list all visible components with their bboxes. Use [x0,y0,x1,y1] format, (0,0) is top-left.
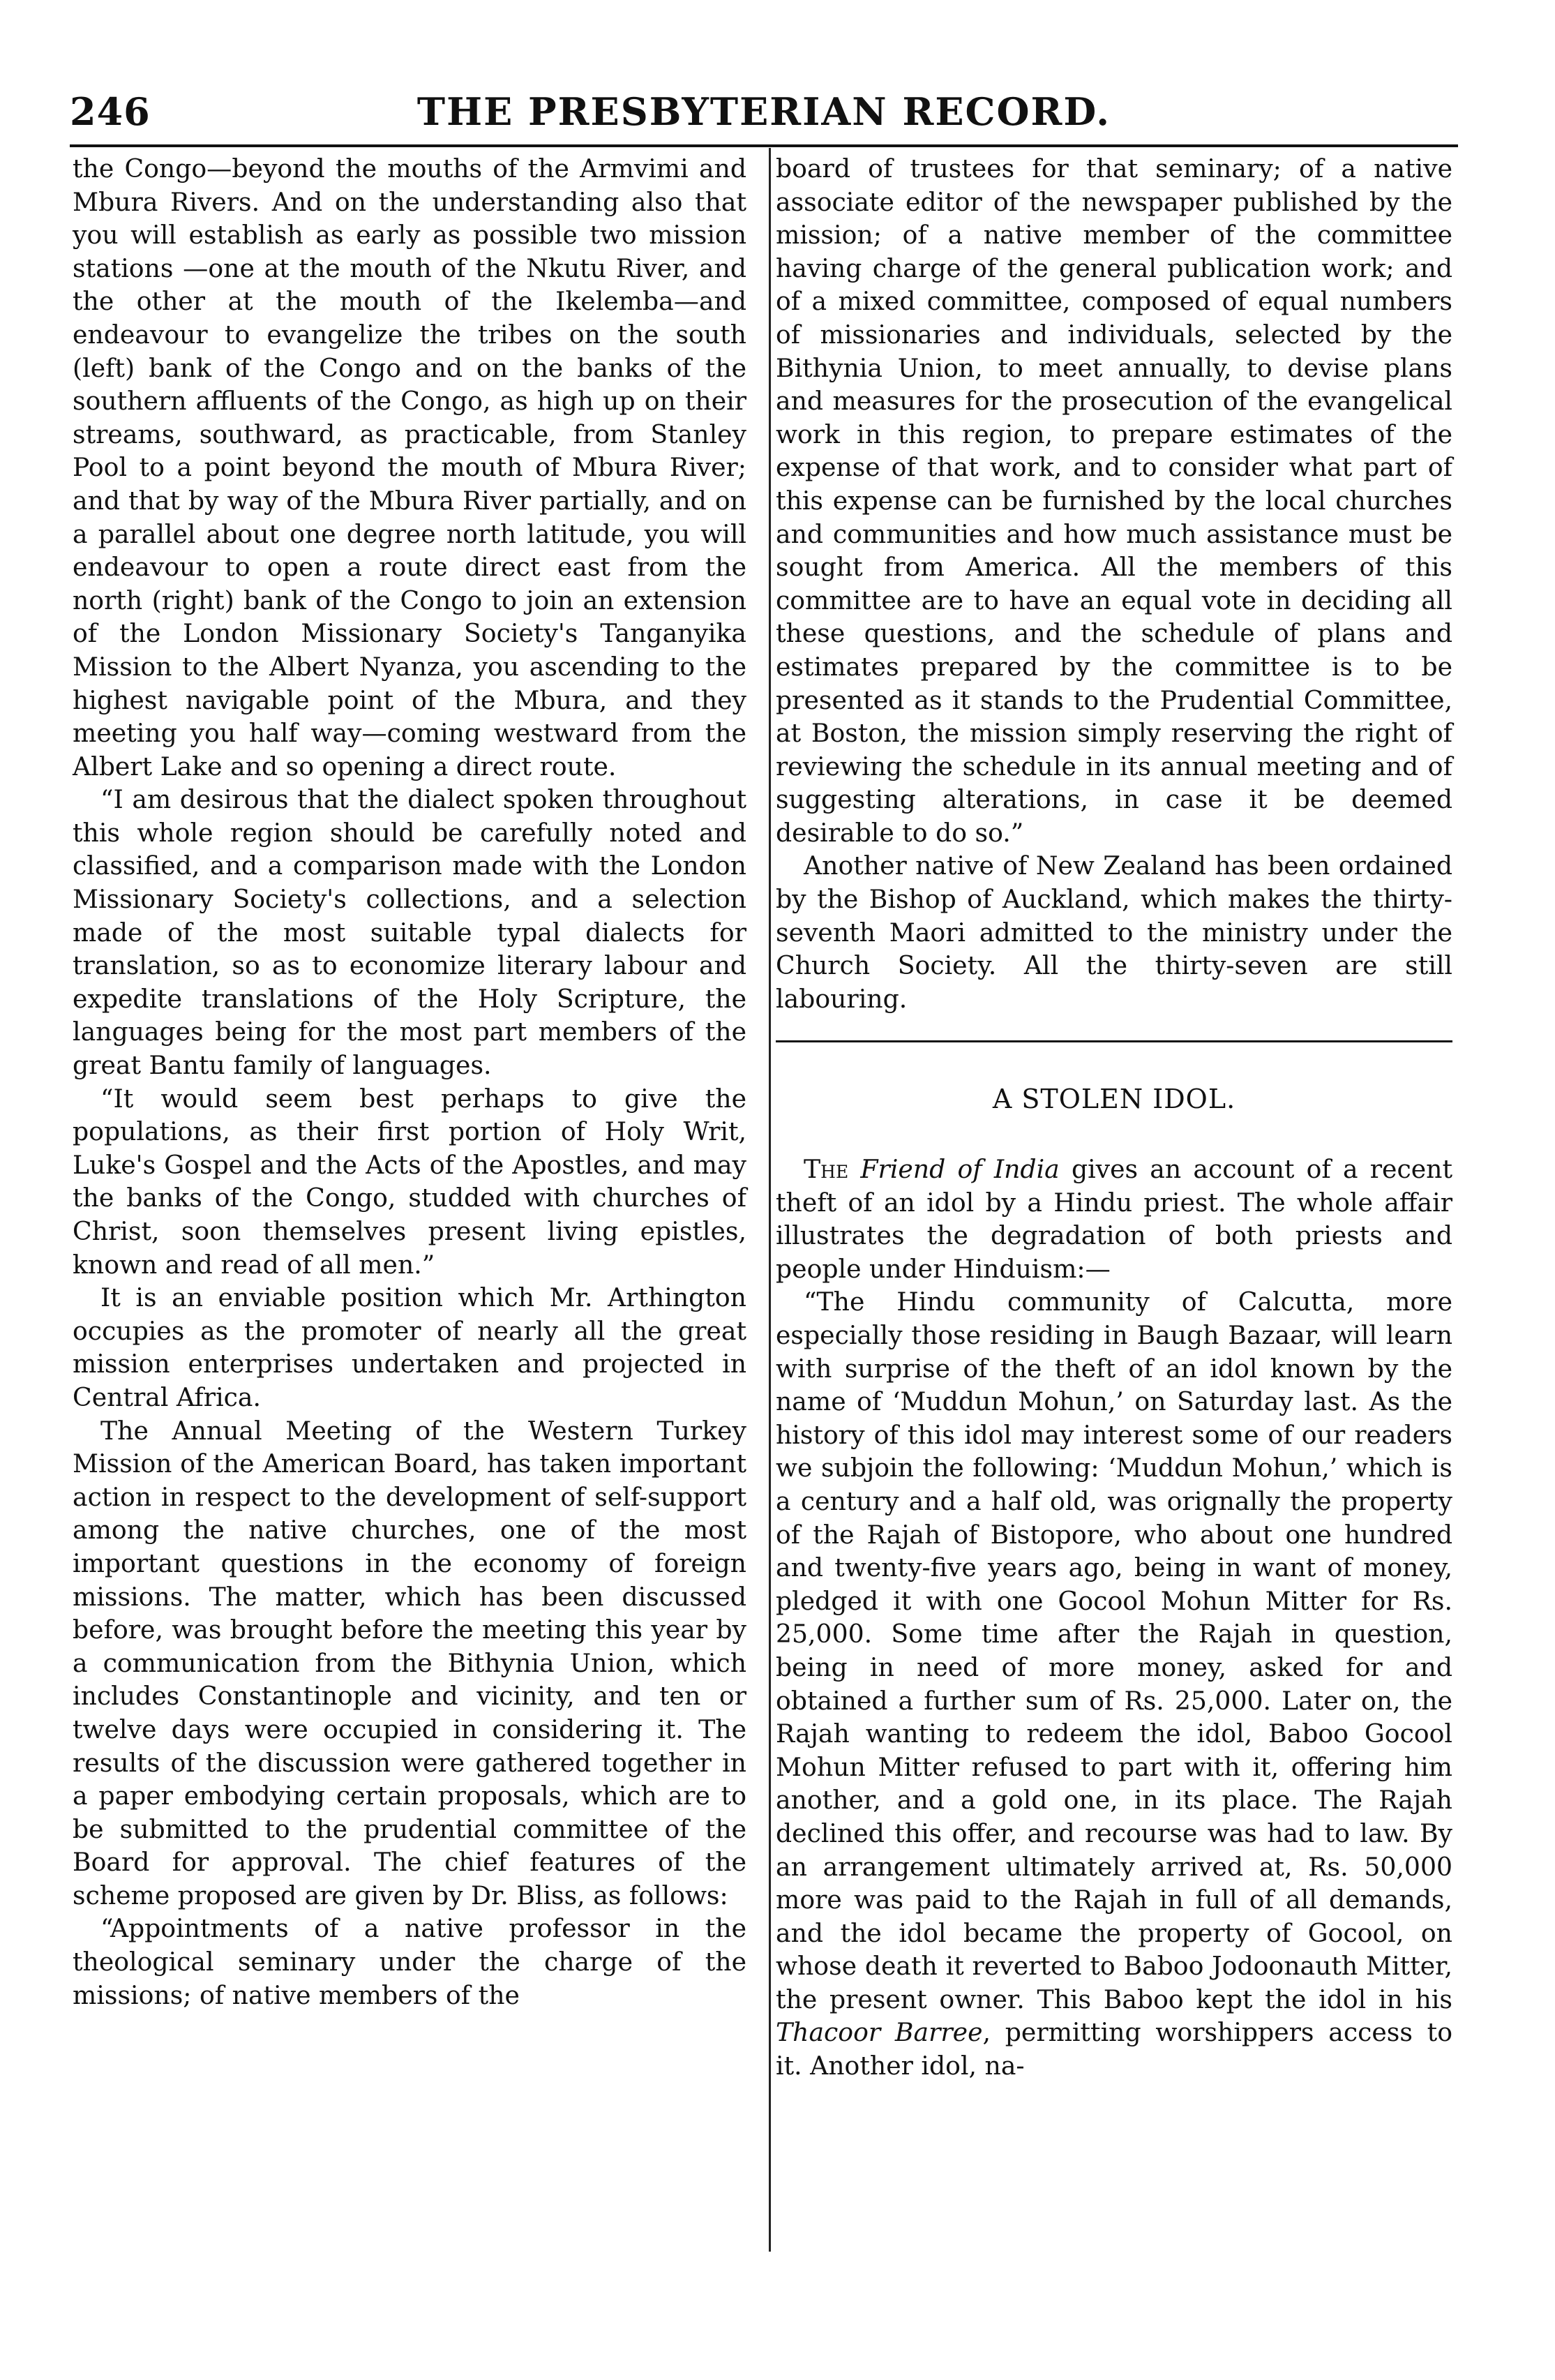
publication-title: Friend of India [860,1154,1060,1185]
paragraph: “I am desirous that the dialect spoken throughout this whole region should be carefully noted and classified, and a comparison made with the London Missionary Society's collections, and a selection made of the most suitable typal dialects for translation, so as to economize literary labour and expedite translations of the Holy Scripture, the languages being for the most part members of the great Bantu family of languages. [73,784,746,1081]
paragraph: It is an enviable position which Mr. Arthington occupies as the promoter of nearly all the great mission enterprises undertaken and projected in Central Africa. [73,1282,746,1412]
lead-paragraph [776,1153,1452,1285]
section-heading: A STOLEN IDOL. [992,1084,1236,1115]
paragraph: the Congo—beyond the mouths of the Armvimi and Mbura Rivers. And on the understanding also that you will establish as early as possible two mission stations —one at the mouth of the Nkutu River, and the other at the mouth of the Ikelemba—and endeavour to evangelize the tribes on the south (left) bank of the Congo and on the banks of the southern affluents of the Congo, as high up on their streams, southward, as practicable, from Stanley Pool to a point beyond the mouth of Mbura River; and that by way of the Mbura River partially, and on a parallel about one degree north latitude, you will endeavour to open a route direct east from the north (right) bank of the Congo to join an extension of the London Missionary Society's Tanganyika Mission to the Albert Nyanza, you ascending to the highest navigable point of the Mbura, and they meeting you half way—coming westward from the Albert Lake and so opening a direct route. [73,154,746,781]
paragraph: “It would seem best perhaps to give the populations, as their first portion of Holy Writ, Luke's Gospel and the Acts of the Apostles, and may the banks of the Congo, studded with churches of Christ, soon themselves present living epistles, known and read of all men.” [73,1083,746,1280]
right-column [776,152,1452,2083]
page-number: 246 [70,89,151,134]
quote-text: “The Hindu community of Calcutta, more especially those residing in Baugh Bazaar, will learn with surprise of the theft of an idol known by the name of ‘Muddun Mohun,’ on Saturday last. As the history of this idol may interest some of our readers we subjoin the following: ‘Muddun Mohun,’ which is a century and a half old, was orignally the property of the Rajah of Bistopore, who about one hundred and twenty-five years ago, being in want of money, pledged it with one Gocool Mohun Mitter for Rs. 25,000. Some time after the Rajah in question, being in need of more money, asked for and obtained a further sum of Rs. 25,000. Later on, the Rajah wanting to redeem the idol, Baboo Gocool Mohun Mitter refused to part with it, offering him another, and a gold one, in its place. The Rajah declined this offer, and recourse was had to law. By an arrangement ultimately arrived at, Rs. 50,000 more was paid to the Rajah in full of all demands, and the idol became the property of Gocool, on whose death it reverted to Baboo Jodoonauth Mitter, the present owner. This Baboo kept the idol in his [776,1287,1452,2014]
quoted-paragraph [776,1285,1452,2082]
left-column [73,152,746,2012]
header-rule [70,144,1458,147]
paragraph: The Annual Meeting of the Western Turkey Mission of the American Board, has taken important action in respect to the development of self-support among the native churches, one of the most important questions in the economy of foreign missions. The matter, which has been discussed before, was brought before the meeting this year by a communication from the Bithynia Union, which includes Constantinople and vicinity, and ten or twelve days were occupied in considering it. The results of the discussion were gathered together in a paper embodying certain proposals, which are to be submitted to the prudential committee of the Board for approval. The chief features of the scheme proposed are given by Dr. Bliss, as follows: [73,1415,746,1910]
lead-rest: gives an account of a recent theft of an idol by a Hindu priest. The whole affair illustrates the degradation of both priests and people under Hinduism:— [776,1154,1452,1284]
page-header [70,89,1458,145]
column-divider [769,148,771,2252]
lead-first-word: The [804,1154,849,1185]
quote-italic: Thacoor Barree [776,2017,983,2048]
paragraph: Another native of New Zealand has been ordained by the Bishop of Auckland, which makes the thirty-seventh Maori admitted to the ministry under the Church Society. All the thirty-seven are still labouring. [776,851,1452,1014]
running-title: THE PRESBYTERIAN RECORD. [416,89,1111,134]
section-rule [776,1040,1452,1042]
quote-text-end: , permitting worshippers access to it. Another idol, na- [776,2017,1452,2081]
paragraph: “Appointments of a native professor in the theological seminary under the charge of the missions; of native members of the [73,1913,746,2010]
paragraph: board of trustees for that seminary; of a native associate editor of the newspaper published by the mission; of a native member of the committee having charge of the general publication work; and of a mixed committee, composed of equal numbers of missionaries and individuals, selected by the Bithynia Union, to meet annually, to devise plans and measures for the prosecution of the evangelical work in this region, to prepare estimates of the expense of that work, and to consider what part of this expense can be furnished by the local churches and communities and how much assistance must be sought from America. All the members of this committee are to have an equal vote in deciding all these questions, and the schedule of plans and estimates prepared by the committee is to be presented as it stands to the Prudential Committee, at Boston, the mission simply reserving the right of reviewing the schedule in its annual meeting and of suggesting alterations, in case it be deemed desirable to do so.” [776,154,1452,848]
